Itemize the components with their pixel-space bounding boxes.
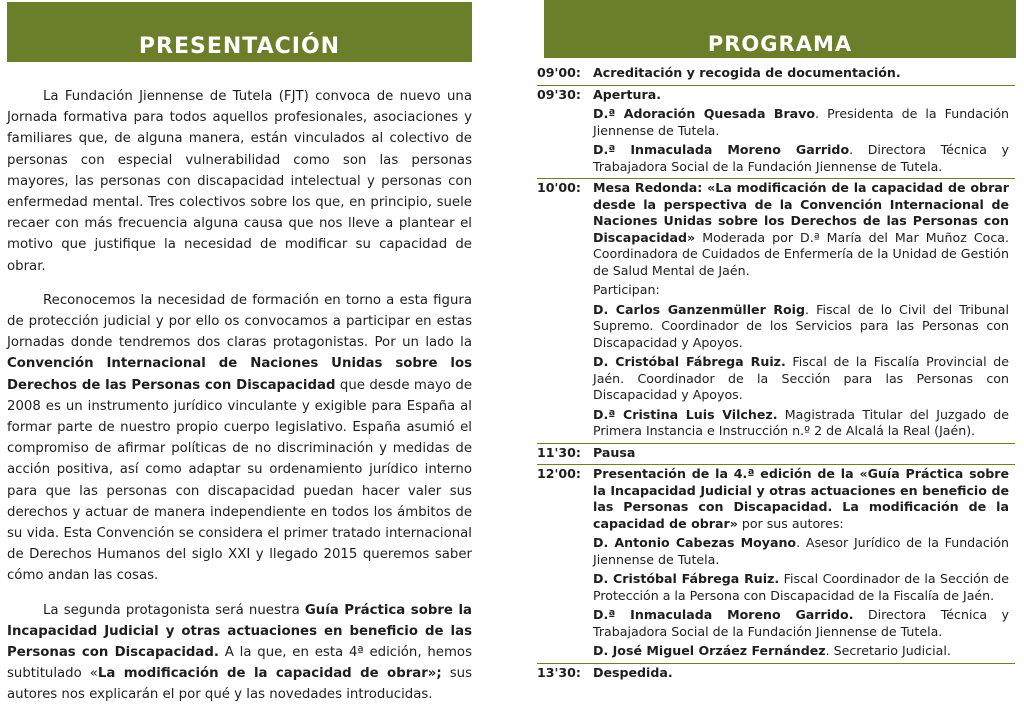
text-run: sus autores nos explicarán el por qué y las novedades introducidas. bbox=[7, 666, 473, 703]
schedule-slot bbox=[537, 86, 1015, 180]
slot-time: 09'30: bbox=[537, 86, 581, 102]
schedule-slot bbox=[537, 444, 1015, 466]
slot-time: 13'30: bbox=[537, 664, 581, 680]
bold-text: Convención Internacional de Naciones Unidas sobre los Derechos de las Personas con Discapacidad bbox=[7, 356, 472, 393]
speaker-name: D.ª Inmaculada Moreno Garrido. bbox=[593, 607, 854, 622]
speaker-role: Fiscal Coordinador de la Sección de Protección a la Persona con Discapacidad de la Fiscalía de Jaén. bbox=[593, 571, 1009, 603]
speaker-role: Directora Técnica y Trabajadora Social de la Fundación Jiennense de Tutela. bbox=[593, 607, 1009, 639]
slot-time: 12'00: bbox=[537, 466, 581, 481]
speaker-role: . Directora Técnica y Trabajadora Social de la Fundación Jiennense de Tutela. bbox=[593, 142, 1009, 174]
slot-title: Despedida. bbox=[593, 664, 673, 680]
speaker-name: D.ª Cristina Luis Vilchez. bbox=[593, 406, 778, 422]
speaker-entry bbox=[593, 407, 1009, 440]
speaker-name: D. Carlos Ganzenmüller Roig bbox=[593, 301, 806, 317]
speaker-entry bbox=[593, 142, 1009, 175]
speaker-entry bbox=[593, 571, 1009, 604]
slot-description: Moderada por D.ª María del Mar Muñoz Coca. Coordinadora de Cuidados de Enfermería de la Unidad de Gestión de Salud Mental de Jaén. bbox=[593, 229, 1009, 278]
schedule-slot bbox=[537, 465, 1015, 664]
speaker-role: Magistrada Titular del Juzgado de Primera Instancia e Instrucción n.º 2 de Alcalá la Real (Jaén). bbox=[593, 406, 1009, 438]
slot-time: 11'30: bbox=[537, 444, 581, 460]
text-run: La segunda protagonista será nuestra bbox=[43, 602, 305, 618]
speaker-entry bbox=[593, 607, 1009, 640]
speaker-entry bbox=[593, 106, 1009, 139]
speaker-entry bbox=[593, 302, 1009, 352]
speaker-role: . Fiscal de lo Civil del Tribunal Supremo. Coordinador de los Servicios para las Personas con Discapacidad y Apoyos. bbox=[593, 301, 1009, 350]
bold-text: La modificación de la capacidad de obrar»; bbox=[97, 666, 442, 682]
speaker-role: . Asesor Jurídico de la Fundación Jiennense de Tutela. bbox=[593, 535, 1010, 567]
program-heading: PROGRAMA bbox=[544, 0, 1016, 58]
presentation-page bbox=[0, 0, 480, 724]
text-run: A la que, en esta 4ª edición, hemos subtitulado « bbox=[7, 645, 472, 682]
presentation-heading: PRESENTACIÓN bbox=[7, 2, 472, 62]
program-schedule bbox=[537, 64, 1015, 684]
speaker-name: D.ª Adoración Quesada Bravo bbox=[593, 106, 816, 121]
schedule-slot bbox=[537, 179, 1015, 444]
speaker-entry bbox=[593, 354, 1009, 404]
speaker-name: D. Cristóbal Fábrega Ruiz. bbox=[593, 571, 780, 586]
speaker-name: D.ª Inmaculada Moreno Garrido bbox=[593, 142, 850, 157]
slot-description: por sus autores: bbox=[737, 515, 844, 531]
slot-title: Apertura. bbox=[593, 86, 661, 102]
slot-title: Mesa Redonda: «La modificación de la capacidad de obrar desde la perspectiva de la Convención Internacional de Naciones Unidas sobre los Derechos de las Personas con Discapacidad» bbox=[593, 180, 1009, 245]
text-run: La Fundación Jiennense de Tutela (FJT) convoca de nuevo una Jornada formativa para todos aquellos profesionales, asociaciones y familiares que, de alguna manera, están vinculados al colectivo de personas con especial vulnerabilidad como son las personas mayores, las personas con discapacidad intelectual y personas con enfermedad mental. Tres colectivos sobre los que, en principio, suele recaer con más frecuencia alguna causa que nos lleve a plantear el motivo que justifique la necesidad de modificar su capacidad de obrar. bbox=[7, 89, 472, 274]
speaker-entry bbox=[593, 535, 1009, 568]
presentation-body bbox=[7, 86, 472, 719]
schedule-slot bbox=[537, 64, 1015, 86]
slot-time: 10'00: bbox=[537, 180, 581, 195]
participants-label: Participan: bbox=[593, 282, 660, 297]
speaker-role: Fiscal de la Fiscalía Provincial de Jaén. Coordinador de la Sección para las Personas con Discapacidad y Apoyos. bbox=[593, 354, 1009, 402]
speaker-entry bbox=[593, 643, 1009, 660]
schedule-slot bbox=[537, 664, 1015, 685]
text-run: Reconocemos la necesidad de formación en torno a esta figura de protección judicial y por ello os convocamos a participar en estas Jornadas donde tendremos dos claras protagonistas. Por un lado la bbox=[7, 292, 472, 351]
program-page bbox=[537, 0, 1015, 724]
slot-title: Presentación de la 4.ª edición de la «Guía Práctica sobre la Incapacidad Judicial y otras actuaciones en beneficio de las Personas con Discapacidad. La modificación de la capacidad de obrar» bbox=[593, 466, 1009, 531]
text-run: que desde mayo de 2008 es un instrumento jurídico vinculante y exigible para España al formar parte de nuestro propio cuerpo legislativo. España asumió el compromiso de afirmar políticas de no discriminación y medidas de acción positiva, así como adaptar su ordenamiento jurídico interno para que las personas con discapacidad puedan hacer valer sus derechos y actuar de manera independiente en todos los ámbitos de su vida. Esta Convención se considera el primer tratado internacional de Derechos Humanos del siglo XXI y llegado 2015 queremos saber cómo andan las cosas. bbox=[7, 377, 473, 584]
speaker-name: D. José Miguel Orzáez Fernández bbox=[593, 643, 826, 658]
speaker-name: D. Cristóbal Fábrega Ruiz. bbox=[593, 354, 786, 369]
slot-time: 09'00: bbox=[537, 65, 581, 80]
paragraph-2 bbox=[7, 290, 472, 587]
bold-text: Guía Práctica sobre la Incapacidad Judicial y otras actuaciones en beneficio de las Personas con Discapacidad. bbox=[7, 602, 472, 661]
slot-title: Pausa bbox=[593, 444, 636, 460]
paragraph-3 bbox=[7, 600, 472, 706]
speaker-role: . Presidenta de la Fundación Jiennense de Tutela. bbox=[593, 106, 1010, 138]
slot-title: Acreditación y recogida de documentación. bbox=[593, 65, 901, 80]
speaker-name: D. Antonio Cabezas Moyano bbox=[593, 535, 797, 550]
paragraph-1 bbox=[7, 86, 472, 277]
speaker-role: . Secretario Judicial. bbox=[825, 643, 951, 658]
